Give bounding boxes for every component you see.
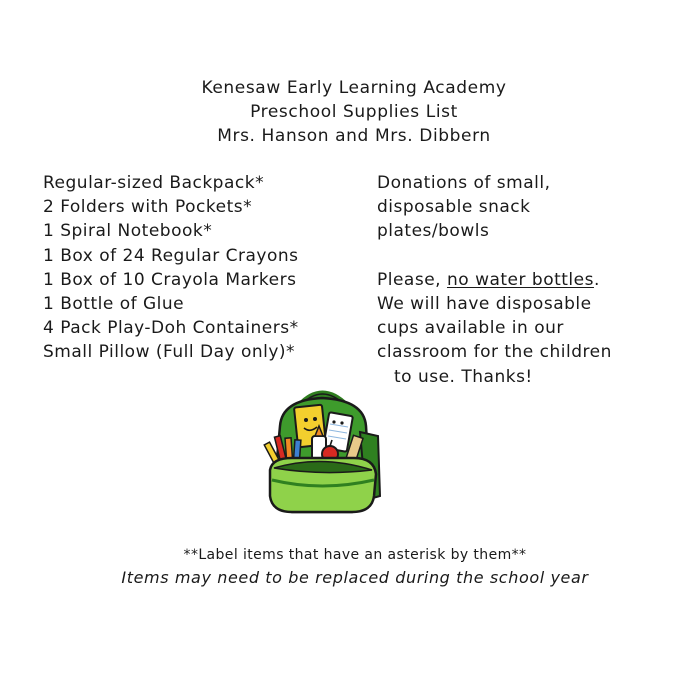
list-title: Preschool Supplies List (250, 102, 458, 122)
water-note-line: cups available in our (377, 318, 564, 339)
list-item: 1 Spiral Notebook* (43, 221, 213, 242)
water-note-prefix: Please, (377, 269, 447, 290)
no-water-bottles-text: no water bottles (446, 269, 594, 290)
replace-note: Items may need to be replaced during the school year (121, 568, 589, 587)
list-item: Small Pillow (Full Day only)* (43, 342, 296, 363)
school-name: Kenesaw Early Learning Academy (201, 78, 507, 98)
water-note-line: classroom for the children (377, 342, 612, 363)
page-header (0, 76, 677, 148)
teacher-names: Mrs. Hanson and Mrs. Dibbern (217, 126, 491, 146)
supplies-list (43, 171, 363, 365)
water-note-line: to use. Thanks! (394, 366, 533, 387)
backpack-icon (252, 384, 392, 524)
water-note-line: We will have disposable (377, 294, 592, 314)
spacer (377, 244, 667, 268)
list-item: 2 Folders with Pockets* (43, 197, 253, 218)
list-item: 4 Pack Play-Doh Containers* (43, 318, 299, 339)
list-item: 1 Bottle of Glue (43, 294, 185, 315)
water-note-suffix: . (593, 269, 600, 290)
notes-column (377, 171, 667, 389)
donations-line: disposable snack (377, 197, 531, 218)
water-note-line (377, 268, 667, 292)
donations-line: Donations of small, (377, 173, 551, 193)
label-note: **Label items that have an asterisk by them** (183, 547, 527, 563)
list-item: 1 Box of 24 Regular Crayons (43, 245, 299, 266)
donations-line: plates/bowls (377, 221, 490, 242)
list-item: Regular-sized Backpack* (43, 173, 265, 193)
list-item: 1 Box of 10 Crayola Markers (43, 269, 297, 290)
